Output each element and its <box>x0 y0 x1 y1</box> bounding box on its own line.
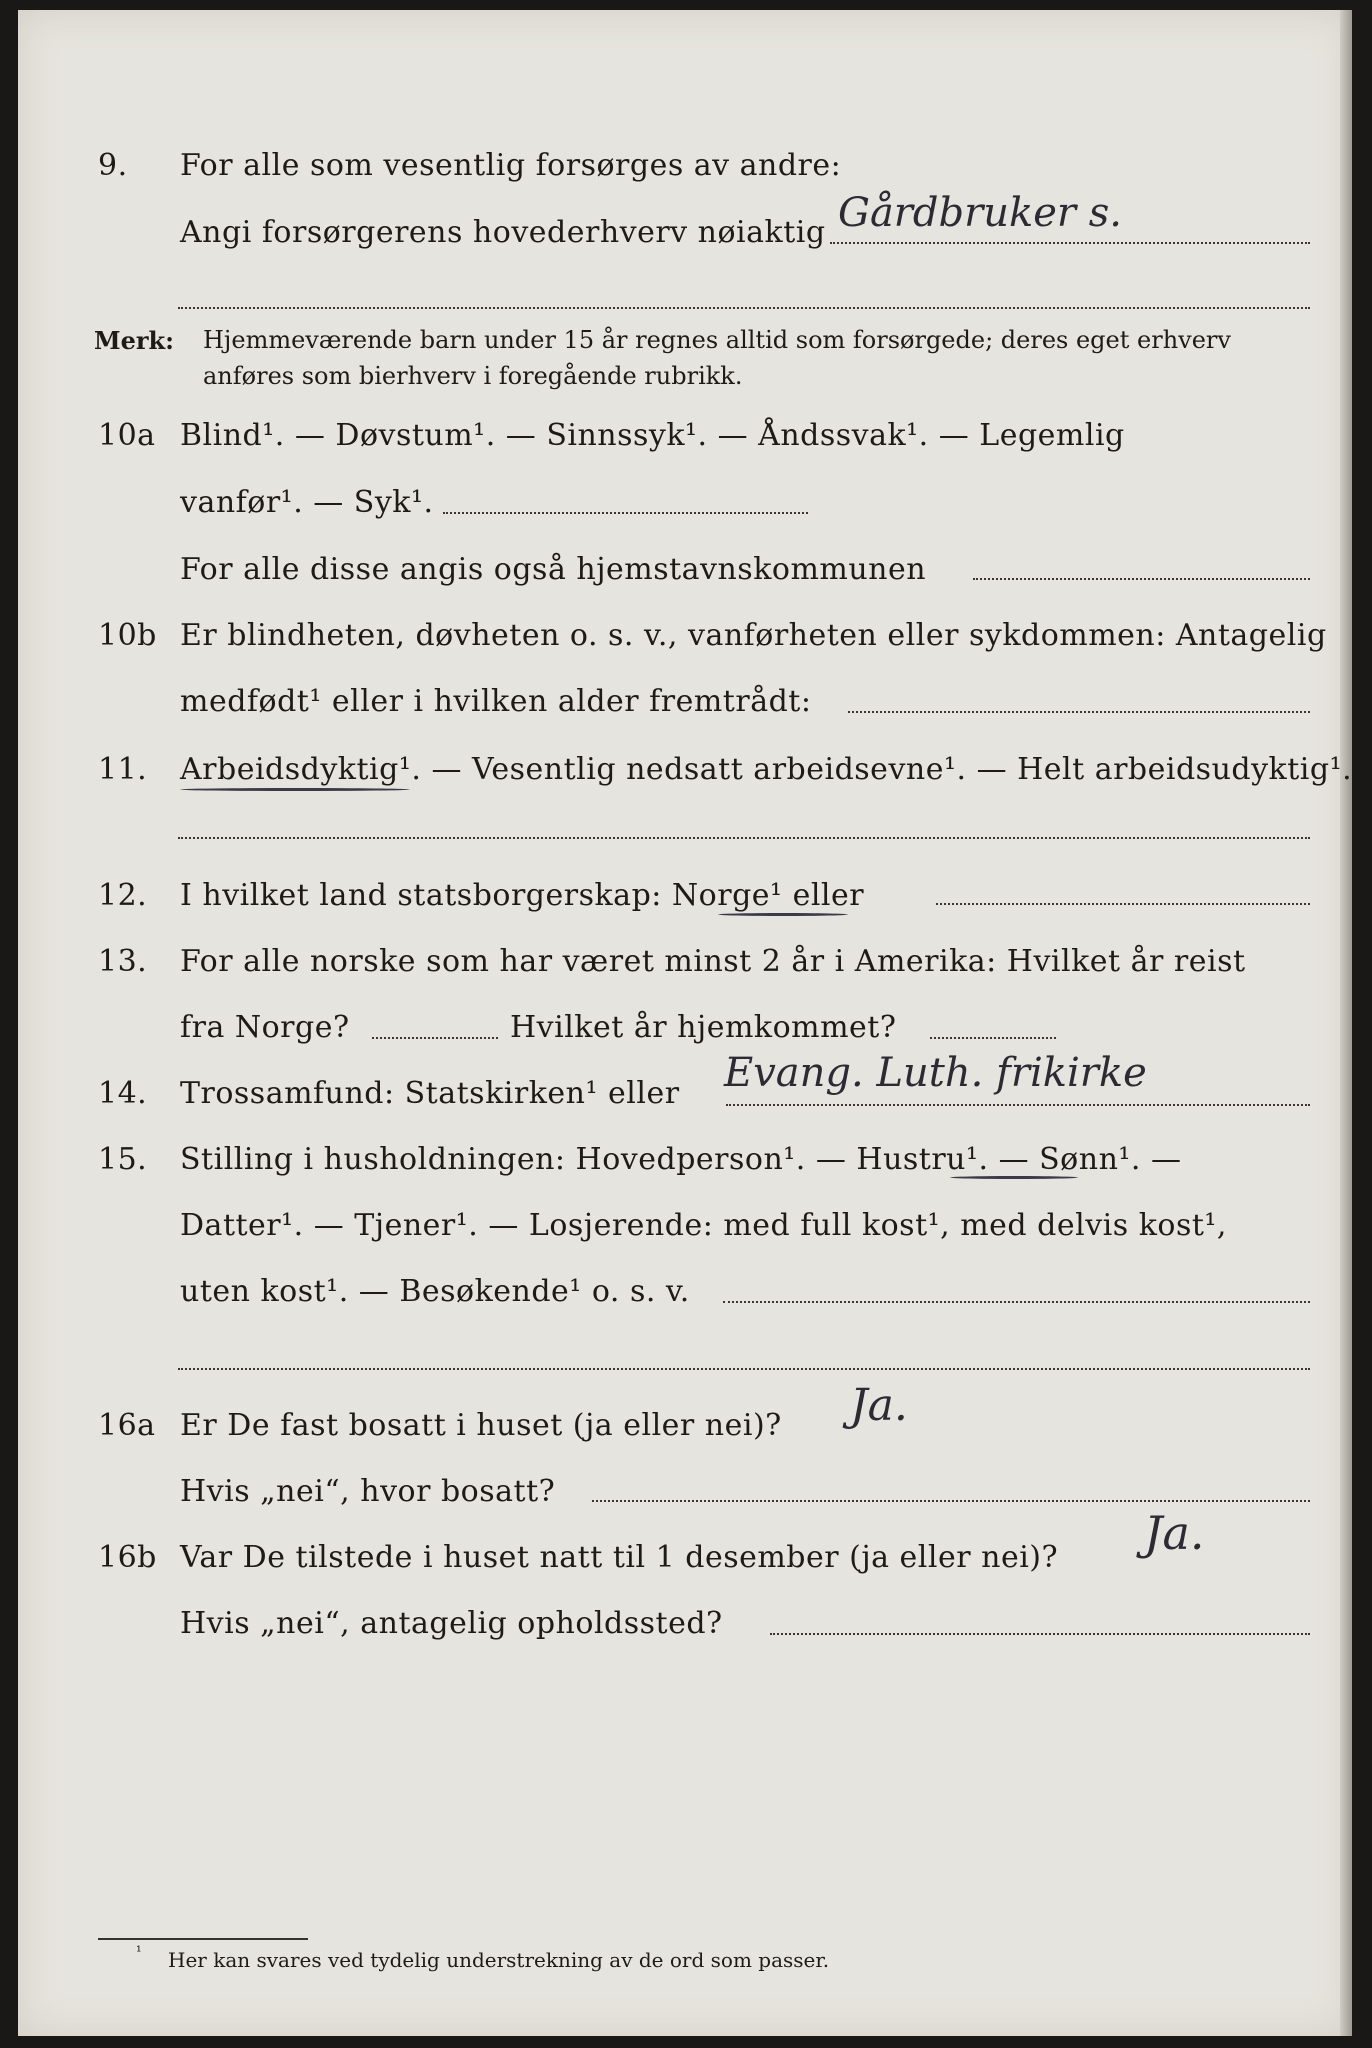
q10a-syk-line <box>443 512 808 514</box>
q10a-number: 10a <box>98 418 156 453</box>
merk-line1: Hjemmeværende barn under 15 år regnes alltid som forsørgede; deres eget erhverv <box>203 326 1231 354</box>
q10a-line1: Blind¹. — Døvstum¹. — Sinnssyk¹. — Åndssvak¹. — Legemlig <box>180 418 1125 453</box>
footnote-marker: ¹ <box>136 1944 142 1960</box>
q16b-number: 16b <box>98 1540 157 1575</box>
q12-answer-line <box>936 903 1310 905</box>
q13-line2b: Hvilket år hjemkommet? <box>510 1010 897 1045</box>
census-form-page <box>18 10 1352 2036</box>
q11-number: 11. <box>98 752 148 787</box>
q9-blank-line <box>178 307 1310 309</box>
q10a-kommune-line <box>973 578 1310 580</box>
q13-hjemkommet-line <box>930 1037 1056 1039</box>
q9-answer: Gårdbruker s. <box>838 190 1123 236</box>
q15-hand-underline <box>950 1176 1078 1179</box>
footnote-text: Her kan svares ved tydelig understrekning av de ord som passer. <box>168 1948 830 1972</box>
q16a-answer: Ja. <box>850 1380 908 1431</box>
q12-hand-underline <box>718 913 848 916</box>
q14-line1: Trossamfund: Statskirken¹ eller <box>180 1076 680 1111</box>
q10a-line3: For alle disse angis også hjemstavnskommunen <box>180 552 927 587</box>
q16a-line1: Er De fast bosatt i huset (ja eller nei)? <box>180 1408 782 1443</box>
merk-line2: anføres som bierhverv i foregående rubrikk. <box>203 362 743 390</box>
q12-line1: I hvilket land statsborgerskap: Norge¹ eller <box>180 878 865 913</box>
q10b-line2: medfødt¹ eller i hvilken alder fremtrådt: <box>180 684 812 719</box>
q11-hand-underline <box>180 788 410 791</box>
q14-answer: Evang. Luth. frikirke <box>724 1050 1147 1096</box>
q15-number: 15. <box>98 1142 148 1177</box>
q9-number: 9. <box>98 148 128 183</box>
q15-line1: Stilling i husholdningen: Hovedperson¹. — Hustru¹. — Sønn¹. — <box>180 1142 1182 1177</box>
q16a-bosatt-line <box>592 1500 1310 1502</box>
q11-line1: Arbeidsdyktig¹. — Vesentlig nedsatt arbeidsevne¹. — Helt arbeidsudyktig¹. <box>180 752 1353 787</box>
q10b-number: 10b <box>98 618 157 653</box>
q11-blank-line <box>178 837 1310 839</box>
q9-answer-line <box>830 242 1310 244</box>
q13-line2a: fra Norge? <box>180 1010 350 1045</box>
q14-answer-line <box>726 1104 1310 1106</box>
q14-number: 14. <box>98 1076 148 1111</box>
q13-reist-line <box>372 1037 498 1039</box>
q16a-line2: Hvis „nei“, hvor bosatt? <box>180 1474 556 1509</box>
q15-blank-line <box>178 1368 1310 1370</box>
q16b-line1: Var De tilstede i huset natt til 1 desember (ja eller nei)? <box>180 1540 1059 1575</box>
q15-line2: Datter¹. — Tjener¹. — Losjerende: med full kost¹, med delvis kost¹, <box>180 1208 1227 1243</box>
q16b-opholdssted-line <box>770 1633 1310 1635</box>
q16b-line2: Hvis „nei“, antagelig opholdssted? <box>180 1606 723 1641</box>
footnote-rule <box>98 1938 308 1940</box>
merk-label: Merk: <box>94 326 174 355</box>
q12-number: 12. <box>98 878 148 913</box>
q10b-answer-line <box>848 711 1310 713</box>
q9-line1: For alle som vesentlig forsørges av andre: <box>180 148 842 183</box>
q9-line2: Angi forsørgerens hovederhverv nøiaktig <box>180 215 826 250</box>
page-edge <box>1340 10 1352 2036</box>
q16a-number: 16a <box>98 1408 156 1443</box>
q10b-line1: Er blindheten, døvheten o. s. v., vanførheten eller sykdommen: Antagelig <box>180 618 1327 653</box>
q10a-line2: vanfør¹. — Syk¹. <box>180 485 434 520</box>
q16b-answer: Ja. <box>1144 1506 1205 1560</box>
q15-answer-line <box>723 1301 1310 1303</box>
q15-line3: uten kost¹. — Besøkende¹ o. s. v. <box>180 1274 690 1309</box>
q13-line1: For alle norske som har været minst 2 år i Amerika: Hvilket år reist <box>180 944 1246 979</box>
q13-number: 13. <box>98 944 148 979</box>
